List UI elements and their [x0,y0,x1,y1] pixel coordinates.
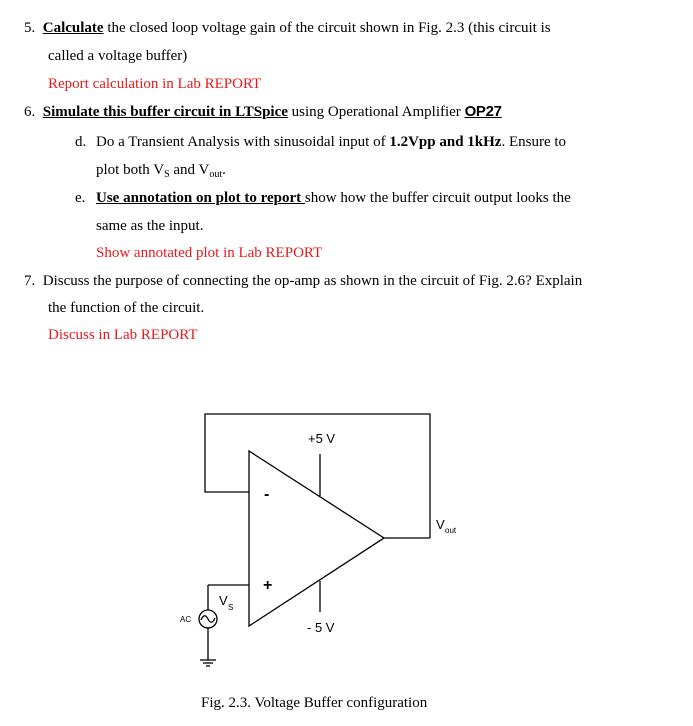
q6-text: using Operational Amplifier [287,104,465,120]
q6d-text-b: . Ensure to [501,134,567,150]
q6-lead: Simulate this buffer circuit in LTSpice [42,104,288,120]
ac-label: AC [180,615,192,624]
q5-lead: Calculate [42,20,104,36]
inverting-input-sign: - [264,486,270,503]
q7-number: 7. [24,273,36,289]
vpos-label: +5 V [308,431,336,446]
opamp-triangle [249,451,384,626]
q7-report-note: Discuss in Lab REPORT [48,327,198,343]
q5-number: 5. [24,20,36,36]
q5-text: the closed loop voltage gain of the circuit shown in Fig. 2.3 (this circuit is [103,20,551,36]
vs-subscript: S [228,603,234,612]
q5-report-note: Report calculation in Lab REPORT [48,76,262,92]
q6e-lead: Use annotation on plot to report [96,190,305,206]
q6d-bold: 1.2Vpp and 1kHz [389,134,502,150]
q6e-report-note: Show annotated plot in Lab REPORT [96,245,323,261]
q6-number: 6. [24,104,36,120]
q6d-text-a: Do a Transient Analysis with sinusoidal input of [96,134,390,150]
q6d-line2-a: plot both V [96,162,165,178]
ac-source-wave [201,616,215,623]
vout-subscript: out [445,526,457,535]
q6d-sub-out: out [209,169,223,180]
vs-label: V [219,593,228,608]
noninverting-input-sign: + [263,577,273,594]
q7-line2: the function of the circuit. [48,300,205,316]
q6d-sub-s: S [164,169,170,180]
q5-line2: called a voltage buffer) [48,48,188,64]
q6-part-number: OP27 [464,103,502,120]
q6d-line2-b: and V [169,162,210,178]
vout-label: V [436,517,445,532]
q6e-text: show how the buffer circuit output looks the [304,190,571,206]
q7-text: Discuss the purpose of connecting the op-amp as shown in the circuit of Fig. 2.6? Explain [42,273,583,289]
q6d-letter: d. [75,134,87,150]
vneg-label: - 5 V [307,620,335,635]
q6e-letter: e. [75,190,86,206]
figure-caption: Fig. 2.3. Voltage Buffer configuration [201,695,428,711]
q6e-line2: same as the input. [96,218,204,234]
q6d-line2-c: . [222,162,226,178]
ground-icon [200,660,216,666]
